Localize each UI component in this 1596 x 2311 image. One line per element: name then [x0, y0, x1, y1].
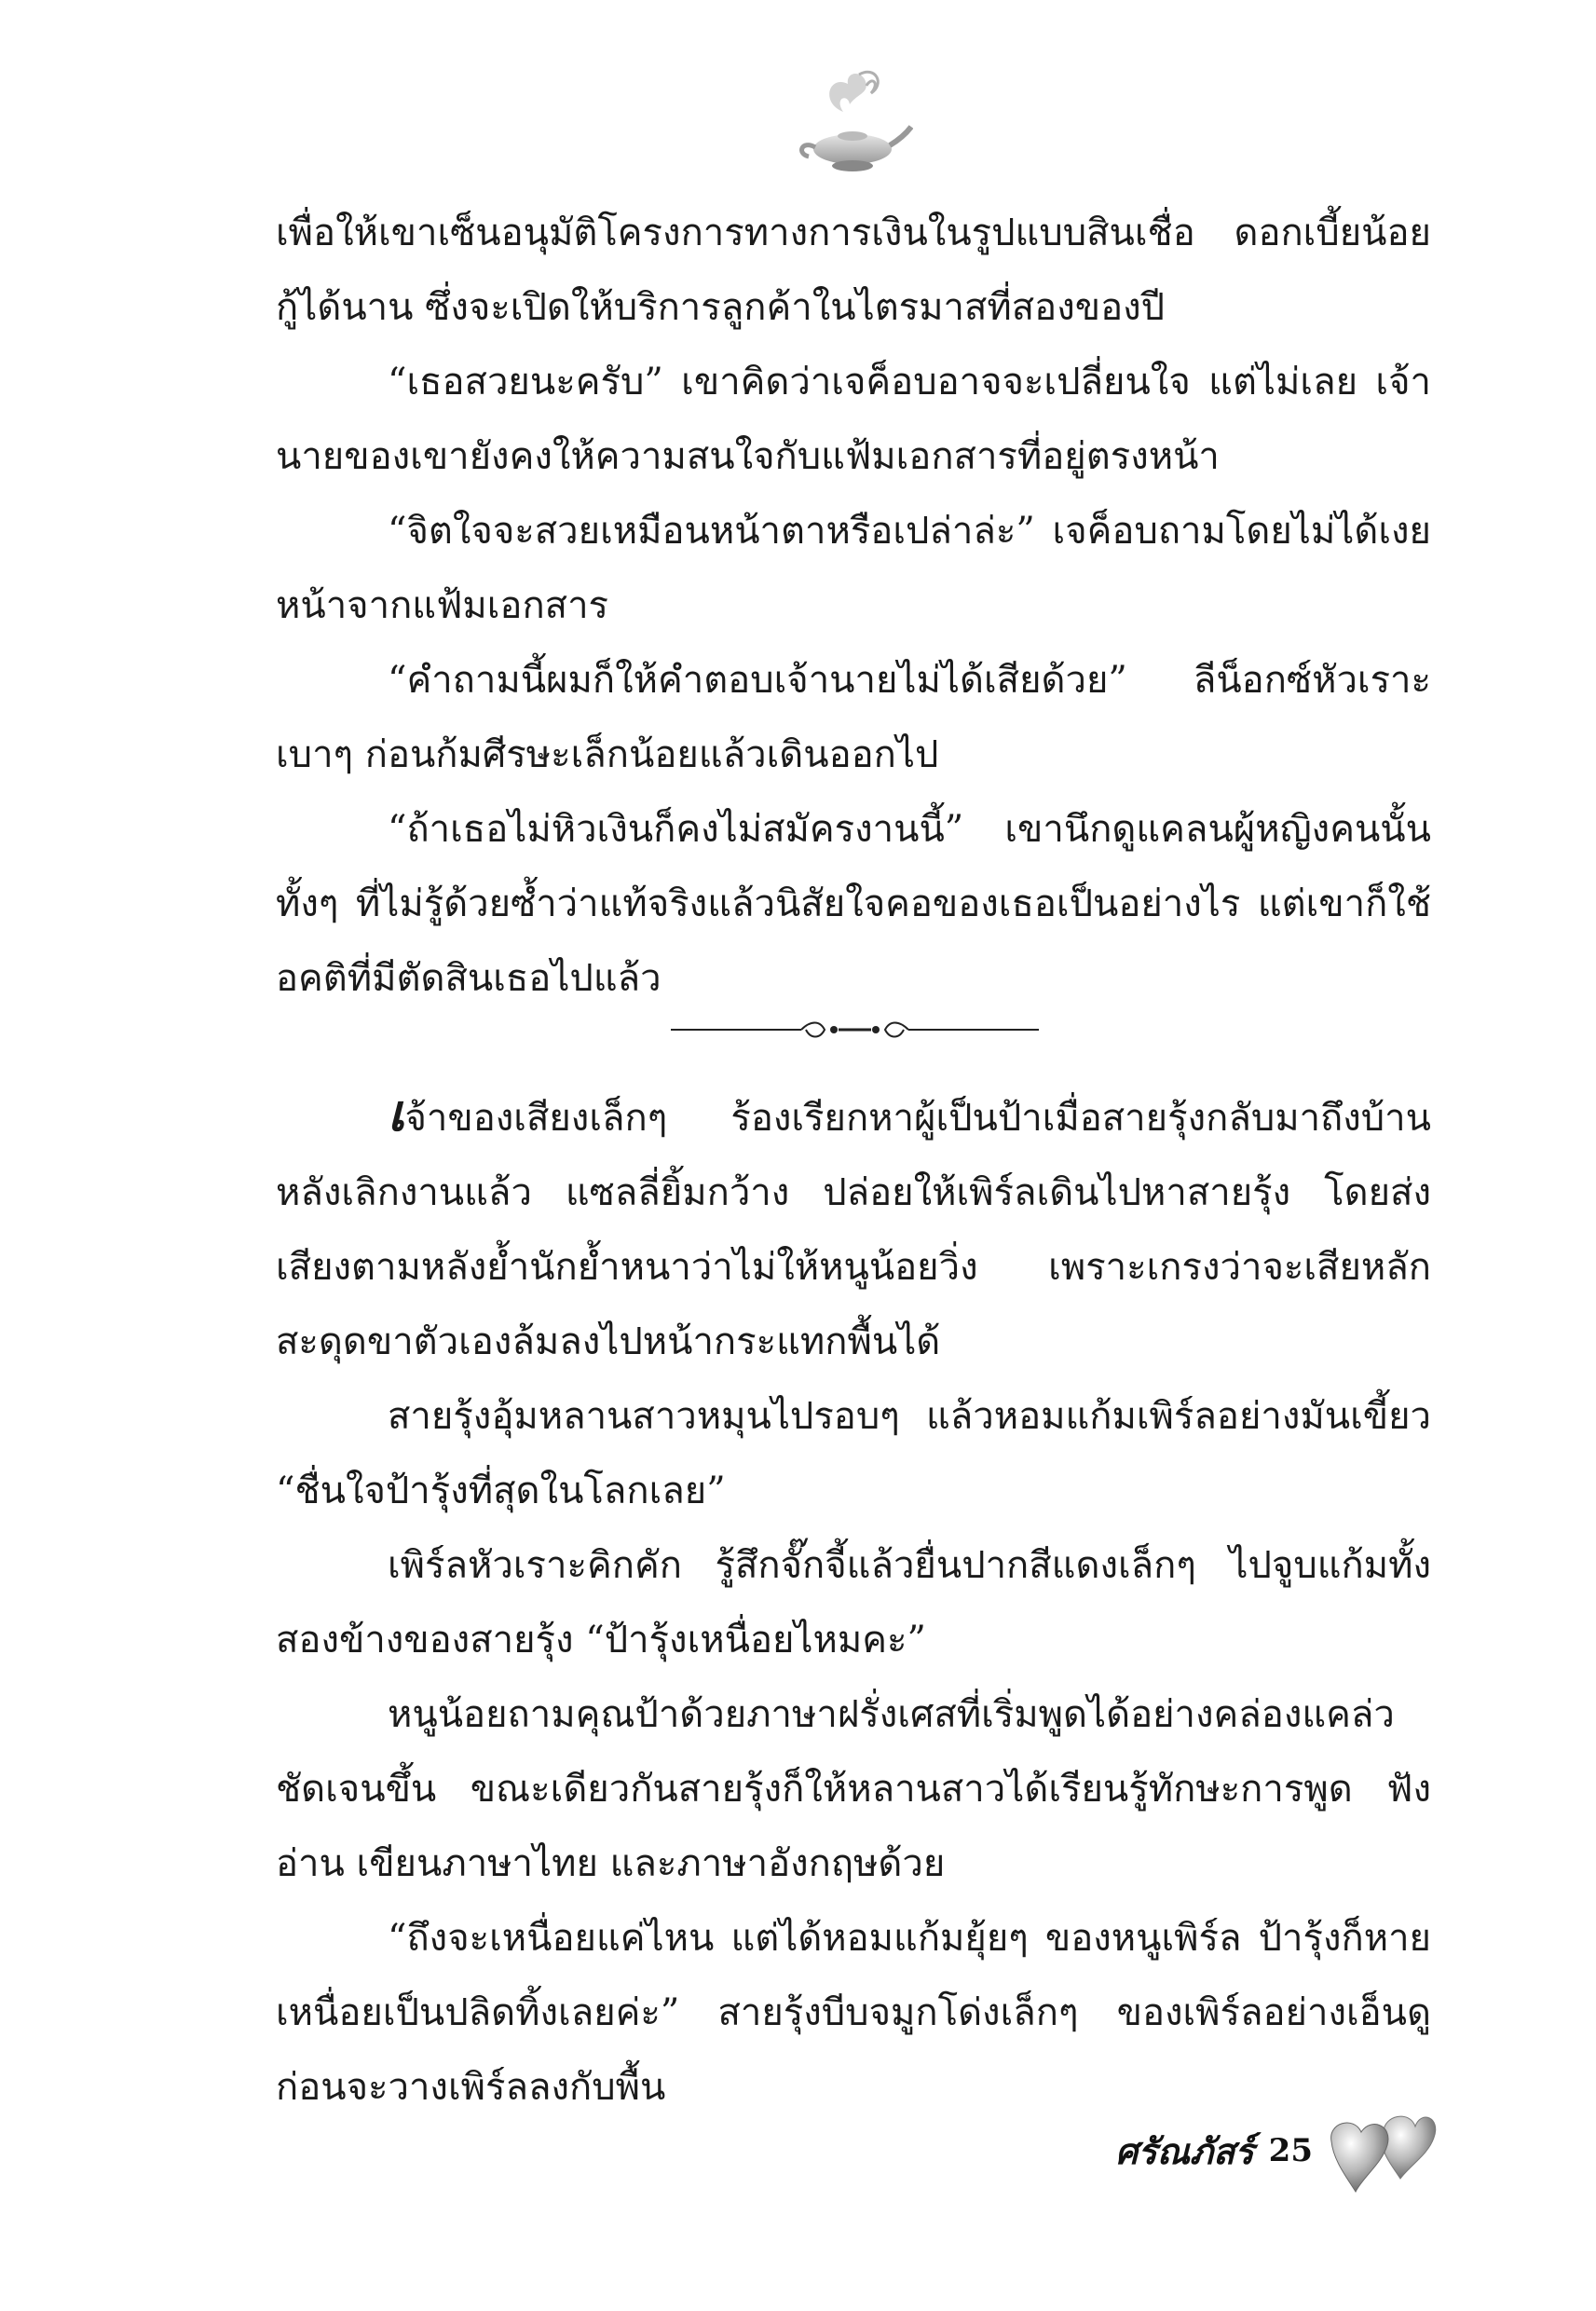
- paragraph: หนูน้อยถามคุณป้าด้วยภาษาฝรั่งเศสที่เริ่มพูดได้อย่างคล่องแคล่วชัดเจนขึ้น ขณะเดียวกันสายรุ้งก็ให้หลานสาวได้เรียนรู้ทักษะการพูด ฟัง อ่าน เขียนภาษาไทย และภาษาอังกฤษด้วย: [276, 1693, 1431, 1885]
- scroll-divider-icon: [671, 1011, 1039, 1048]
- text-block-top: [276, 196, 1431, 1016]
- paragraph: “ถึงจะเหนื่อยแค่ไหน แต่ได้หอมแก้มยุ้ยๆ ของหนูเพิร์ล ป้ารุ้งก็หายเหนื่อยเป็นปลิดทิ้งเลยค่ะ” สายรุ้งบีบจมูกโด่งเล็กๆ ของเพิร์ลอย่างเอ็นดู ก่อนจะวางเพิร์ลลงกับพื้น: [276, 1917, 1431, 2109]
- dropcap: เ: [388, 1084, 405, 1142]
- paragraph: “เธอสวยนะครับ” เขาคิดว่าเจค็อบอาจจะเปลี่ยนใจ แต่ไม่เลย เจ้านายของเขายังคงให้ความสนใจกับแฟ้มเอกสารที่อยู่ตรงหน้า: [276, 361, 1431, 478]
- paragraph: “คำถามนี้ผมก็ให้คำตอบเจ้านายไม่ได้เสียด้วย” ลีน็อกซ์หัวเราะเบาๆ ก่อนก้มศีรษะเล็กน้อยแล้วเดินออกไป: [276, 659, 1431, 776]
- page-footer: [1115, 2113, 1438, 2188]
- paragraph-text: จ้าของเสียงเล็กๆ ร้องเรียกหาผู้เป็นป้าเมื่อสายรุ้งกลับมาถึงบ้าน หลังเลิกงานแล้ว แซลลี่ยิ้มกว้าง ปล่อยให้เพิร์ลเดินไปหาสายรุ้ง โดยส่งเสียงตามหลังย้ำนักย้ำหนาว่าไม่ให้หนูน้อยวิ่ง เพราะเกรงว่าจะเสียหลักสะดุดขาตัวเองล้มลงไปหน้ากระแทกพื้นได้: [276, 1097, 1431, 1363]
- text-block-bottom: [276, 1076, 1431, 2125]
- hearts-icon: [1326, 2104, 1438, 2197]
- paragraph: สายรุ้งอุ้มหลานสาวหมุนไปรอบๆ แล้วหอมแก้มเพิร์ลอย่างมันเขี้ยว “ชื่นใจป้ารุ้งที่สุดในโลกเลย”: [276, 1395, 1431, 1512]
- paragraph: เพื่อให้เขาเซ็นอนุมัติโครงการทางการเงินในรูปแบบสินเชื่อ ดอกเบี้ยน้อย กู้ได้นาน ซึ่งจะเปิดให้บริการลูกค้าในไตรมาสที่สองของปี: [276, 212, 1431, 329]
- paragraph: “จิตใจจะสวยเหมือนหน้าตาหรือเปล่าล่ะ” เจค็อบถามโดยไม่ได้เงยหน้าจากแฟ้มเอกสาร: [276, 510, 1431, 627]
- paragraph: [276, 1076, 1431, 1379]
- footer-author: ศรัณภัสร์: [1115, 2129, 1254, 2172]
- genie-lamp-icon: [792, 65, 913, 186]
- page-number: 25: [1268, 2132, 1313, 2169]
- paragraph: “ถ้าเธอไม่หิวเงินก็คงไม่สมัครงานนี้” เขานึกดูแคลนผู้หญิงคนนั้นทั้งๆ ที่ไม่รู้ด้วยซ้ำว่าแท้จริงแล้วนิสัยใจคอของเธอเป็นอย่างไร แต่เขาก็ใช้อคติที่มีตัดสินเธอไปแล้ว: [276, 808, 1431, 1000]
- paragraph: เพิร์ลหัวเราะคิกคัก รู้สึกจั๊กจี้แล้วยื่นปากสีแดงเล็กๆ ไปจูบแก้มทั้งสองข้างของสายรุ้ง “ป้ารุ้งเหนื่อยไหมคะ”: [276, 1544, 1431, 1661]
